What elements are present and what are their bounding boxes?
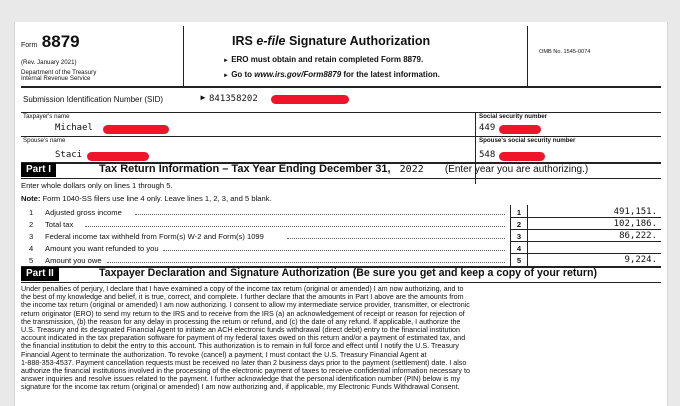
declaration-line: the transmission, (b) the reason for any delay in processing the return or refund, and (c) the date of any refund. If applicable, I authorize the xyxy=(21,317,461,326)
line-3-number: 3 xyxy=(29,232,34,241)
note-label: Note: xyxy=(21,194,41,203)
declaration-line: the financial institution to debit the entry to this account. This authorization is to remain in full force and effect until I notify the U.S. Treasury xyxy=(21,342,459,351)
taxpayer-top-rule xyxy=(21,112,661,113)
sid-value[interactable]: 841358202 xyxy=(209,94,258,104)
line-3-label: Federal income tax withheld from Form(s) W-2 and Form(s) 1099 xyxy=(45,232,264,241)
form-title xyxy=(232,34,430,48)
title-efile: e-file xyxy=(256,34,286,48)
spouse-name-value[interactable]: Staci xyxy=(55,150,83,160)
declaration-line: account indicated in the tax preparation software for payment of my federal taxes owed on this return and/or a payment of estimated tax, and xyxy=(21,334,466,343)
spouse-name-label: Spouse's name xyxy=(23,137,66,144)
line-3-box: 3 xyxy=(516,232,522,241)
line-1-number: 1 xyxy=(29,208,34,217)
triangle-bullet-icon: ► xyxy=(223,58,229,64)
header-divider-left xyxy=(183,26,184,86)
line-5-amount[interactable]: 9,224. xyxy=(624,255,657,265)
line-1-label: Adjusted gross income xyxy=(45,208,122,217)
taxpayer-name-value[interactable]: Michael xyxy=(55,123,93,133)
header-bullet-1 xyxy=(223,55,423,64)
line-4-leader xyxy=(163,250,505,251)
header-bottom-rule xyxy=(21,86,661,88)
line-1-box: 1 xyxy=(516,208,522,217)
bullet-2-suffix: for the latest information. xyxy=(341,70,440,79)
part1-label: Part I xyxy=(21,163,56,177)
part1-title-text: Tax Return Information – Tax Year Ending December 31, xyxy=(99,163,391,175)
line-4-label: Amount you want refunded to you xyxy=(45,244,159,253)
dept-line-2: Internal Revenue Service xyxy=(21,75,91,82)
taxpayer-ssn-redaction xyxy=(499,125,541,134)
part1-instructions: Enter whole dollars only on lines 1 through 5. xyxy=(21,181,173,190)
taxpayer-name-redaction xyxy=(103,125,169,134)
dept-line-1: Department of the Treasury xyxy=(21,69,97,76)
part1-year[interactable]: 2022 xyxy=(399,164,424,175)
bullet-2-prefix: Go to xyxy=(231,70,255,79)
spouse-ssn-label: Spouse's social security number xyxy=(479,137,576,144)
line-3-rule xyxy=(510,241,661,242)
part2-title: Taxpayer Declaration and Signature Authorization (Be sure you get and keep a copy of your return) xyxy=(99,267,597,279)
line-box-mid-border xyxy=(527,205,528,266)
title-prefix: IRS xyxy=(232,34,257,48)
declaration-line: 1-888-353-4537. Payment cancellation requests must be received no later than 2 business days prior to the payment (settlement) date. I also xyxy=(21,358,467,367)
line-4-number: 4 xyxy=(29,244,34,253)
form-revision: (Rev. January 2021) xyxy=(21,59,77,66)
part2-label: Part II xyxy=(21,267,59,281)
spouse-name-redaction xyxy=(87,152,149,161)
declaration-line: Financial Agent to terminate the authorization. To revoke (cancel) a payment, I must contact the U.S. Treasury Financial Agent at xyxy=(21,350,427,359)
declaration-line: authorize the financial institutions involved in the processing of the electronic payment of taxes to receive confidential information necessary to xyxy=(21,367,470,376)
line-box-left-border xyxy=(510,205,511,266)
spouse-ssn-value[interactable]: 548 xyxy=(479,150,496,160)
taxpayer-ssn-value[interactable]: 449 xyxy=(479,123,496,133)
taxpayer-name-label: Taxpayer's name xyxy=(23,113,70,120)
title-suffix: Signature Authorization xyxy=(285,34,431,48)
line-1-leader xyxy=(135,214,505,215)
line-2-leader xyxy=(85,226,505,227)
form-number: 8879 xyxy=(41,32,80,51)
declaration-line: the income tax return (original or amended) I am now authorizing. I consent to allow my intermediate service provider, transmitter, or electronic xyxy=(21,301,470,310)
line-4-rule xyxy=(510,253,661,254)
line-5-label: Amount you owe xyxy=(45,256,102,265)
spouse-ssn-redaction xyxy=(499,152,545,161)
taxpayer-ssn-label: Social security number xyxy=(479,113,548,120)
irs-form-link[interactable]: www.irs.gov/Form8879 xyxy=(254,70,342,79)
form-number-block xyxy=(21,32,80,52)
declaration-line: return originator (ERO) to send my return to the IRS and to receive from the IRS (a) an acknowledgement of receipt or reason for rejection of xyxy=(21,309,465,318)
line-1-rule xyxy=(510,217,661,218)
header-divider-right xyxy=(527,26,528,86)
line-2-rule xyxy=(510,229,661,230)
line-5-box: 5 xyxy=(516,256,522,265)
declaration-paragraph xyxy=(21,285,661,392)
part1-title-rule xyxy=(21,178,661,179)
line-2-box: 2 xyxy=(516,220,522,229)
line-2-number: 2 xyxy=(29,220,34,229)
line-5-number: 5 xyxy=(29,256,34,265)
omb-number: OMB No. 1545-0074 xyxy=(539,49,591,55)
declaration-line: signature for the income tax return (original or amended) I am now authorizing and, if applicable, my Electronic Funds Withdrawal Consent. xyxy=(21,383,460,392)
part2-title-rule xyxy=(21,282,661,283)
declaration-line: answer inquiries and resolve issues related to the payment. I further acknowledge that the personal identification number (PIN) below is my xyxy=(21,375,460,384)
form-prefix: Form xyxy=(21,42,38,49)
sid-arrow-icon: ► xyxy=(199,93,207,102)
line-2-label: Total tax xyxy=(45,220,74,229)
declaration-line: the best of my knowledge and belief, it is true, correct, and complete. I further declare that the amounts in Part I above are the amounts from xyxy=(21,293,464,302)
sid-redaction xyxy=(271,95,349,104)
line-5-leader xyxy=(107,262,505,263)
part1-year-hint: (Enter year you are authorizing.) xyxy=(444,164,589,175)
header-bullet-2 xyxy=(223,70,440,79)
triangle-bullet-icon: ► xyxy=(223,73,229,79)
sid-label: Submission Identification Number (SID) xyxy=(23,95,164,104)
form-page xyxy=(14,22,668,406)
part1-note xyxy=(21,194,272,203)
bullet-1-text: ERO must obtain and retain completed Form 8879. xyxy=(231,55,424,64)
declaration-line: Under penalties of perjury, I declare that I have examined a copy of the income tax return (original or amended) I am now authorizing, and to xyxy=(21,285,464,293)
declaration-line: U.S. Treasury and its designated Financial Agent to initiate an ACH electronic funds withdrawal (direct debit) entry to the financial institution xyxy=(21,326,460,335)
line-3-amount[interactable]: 86,222. xyxy=(619,231,657,241)
line-1-amount[interactable]: 491,151. xyxy=(613,207,657,217)
line-4-box: 4 xyxy=(516,244,522,253)
part1-title xyxy=(99,163,588,175)
line-2-amount[interactable]: 102,186. xyxy=(613,219,657,229)
line-3-leader xyxy=(287,238,505,239)
note-text: Form 1040-SS filers use line 4 only. Leave lines 1, 2, 3, and 5 blank. xyxy=(40,194,272,203)
